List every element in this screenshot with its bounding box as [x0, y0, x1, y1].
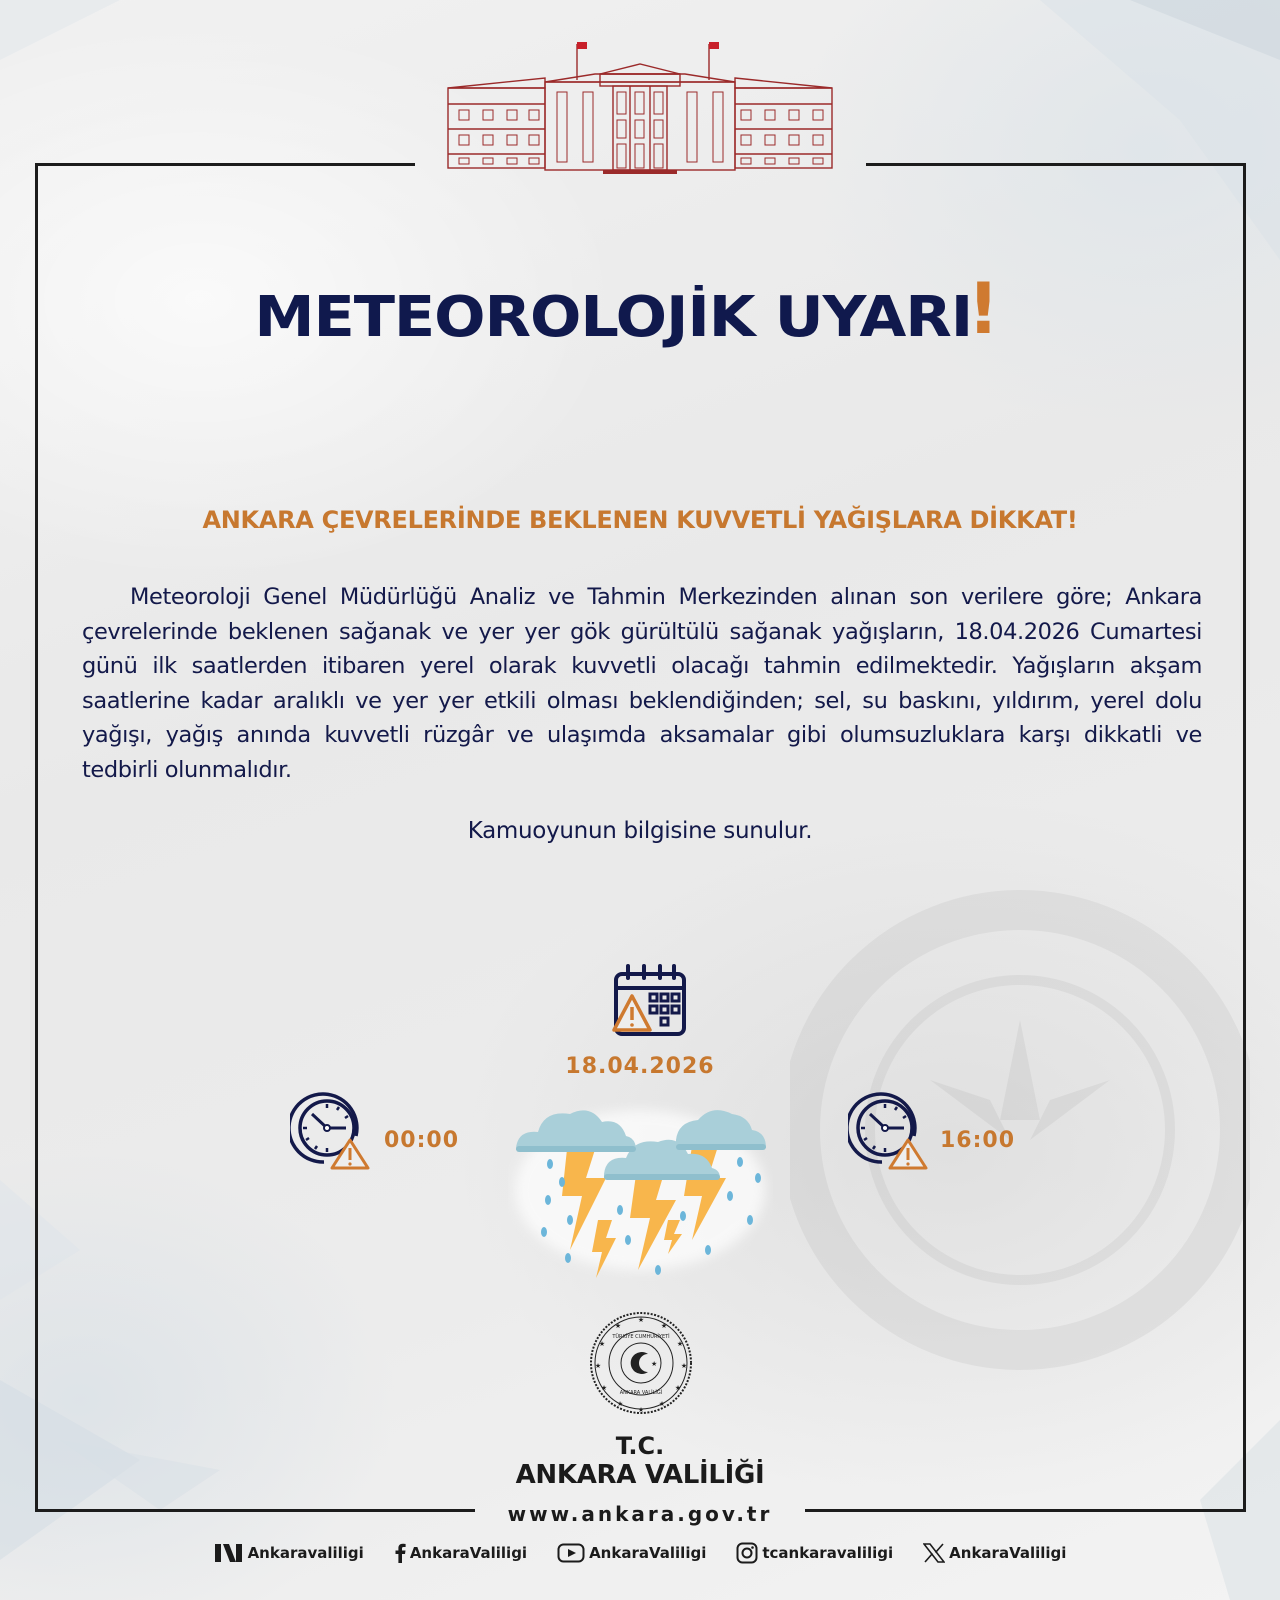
svg-text:★: ★: [598, 1340, 606, 1348]
thunderstorm-icon: [508, 1100, 773, 1290]
svg-text:★: ★: [680, 1362, 688, 1370]
svg-text:★: ★: [637, 1316, 645, 1324]
svg-text:★: ★: [651, 1360, 658, 1368]
social-handle: tcankaravaliligi: [762, 1544, 894, 1562]
frame-top-left: [35, 163, 415, 166]
social-facebook[interactable]: [394, 1543, 527, 1563]
youtube-icon: [557, 1543, 585, 1563]
warning-date: 18.04.2026: [565, 1054, 715, 1079]
svg-text:★: ★: [660, 1322, 668, 1330]
svg-text:TÜRKİYE CUMHURİYETİ: TÜRKİYE CUMHURİYETİ: [612, 1334, 670, 1340]
exclamation-icon: !: [967, 268, 1000, 350]
end-time: 16:00: [940, 1128, 1016, 1153]
closing-line: Kamuoyunun bilgisine sunulur.: [467, 818, 813, 844]
nsosyal-icon: [214, 1543, 244, 1563]
announcement-body: Meteoroloji Genel Müdürlüğü Analiz ve Tahmin Merkezinden alınan son verilere göre; Ankara çevrelerinde beklenen sağanak ve yer yer gök gürültülü sağanak yağışların, 18.04.2026 Cumartesi günü ilk saatlerden itibaren yerel olarak kuvvetli olacağı tahmin edilmektedir. Yağışların akşam saatlerine kadar aralıklı ve yer yer etkili olması beklendiğinden; sel, su baskını, yıldırım, yerel dolu yağışı, yağış anında kuvvetli rüzgâr ve ulaşımda aksamalar gibi olumsuzluklara karşı dikkatli ve tedbirli olunmalıdır.: [82, 584, 1202, 783]
social-nsosyal[interactable]: [214, 1543, 364, 1563]
svg-text:★: ★: [616, 1400, 624, 1408]
social-links: [0, 1542, 1280, 1564]
ankara-valiligi-seal: [588, 1310, 694, 1416]
warning-subtitle: ANKARA ÇEVRELERİNDE BEKLENEN KUVVETLİ YAĞIŞLARA DİKKAT!: [202, 506, 1078, 534]
svg-text:★: ★: [676, 1340, 684, 1348]
title-row: [0, 268, 1280, 350]
government-building-illustration: [445, 34, 835, 174]
svg-text:★: ★: [594, 1362, 602, 1370]
social-youtube[interactable]: [557, 1543, 706, 1563]
svg-text:★: ★: [614, 1322, 622, 1330]
svg-text:★: ★: [674, 1384, 682, 1392]
svg-text:★: ★: [637, 1406, 645, 1414]
svg-text:★: ★: [658, 1400, 666, 1408]
social-handle: Ankaravaliligi: [247, 1544, 364, 1562]
social-instagram[interactable]: [736, 1542, 893, 1564]
org-name: ANKARA VALİLİĞİ: [515, 1460, 765, 1490]
org-prefix: T.C.: [615, 1432, 665, 1460]
svg-text:ANKARA VALİLİĞİ: ANKARA VALİLİĞİ: [619, 1390, 663, 1396]
website-link[interactable]: www.ankara.gov.tr: [507, 1502, 773, 1526]
frame-top-right: [866, 163, 1246, 166]
facebook-icon: [394, 1543, 406, 1563]
social-x[interactable]: [923, 1543, 1066, 1563]
social-handle: AnkaraValiligi: [409, 1544, 528, 1562]
social-handle: AnkaraValiligi: [589, 1544, 707, 1562]
start-time: 00:00: [384, 1128, 460, 1153]
page-title: METEOROLOJİK UYARI: [254, 285, 972, 350]
svg-text:★: ★: [600, 1384, 608, 1392]
instagram-icon: [736, 1542, 758, 1564]
calendar-warning-icon: [612, 962, 690, 1038]
x-icon: [923, 1543, 945, 1563]
end-clock-warning-icon: [848, 1090, 928, 1170]
start-clock-warning-icon: [290, 1090, 370, 1170]
social-handle: AnkaraValiligi: [949, 1544, 1067, 1562]
